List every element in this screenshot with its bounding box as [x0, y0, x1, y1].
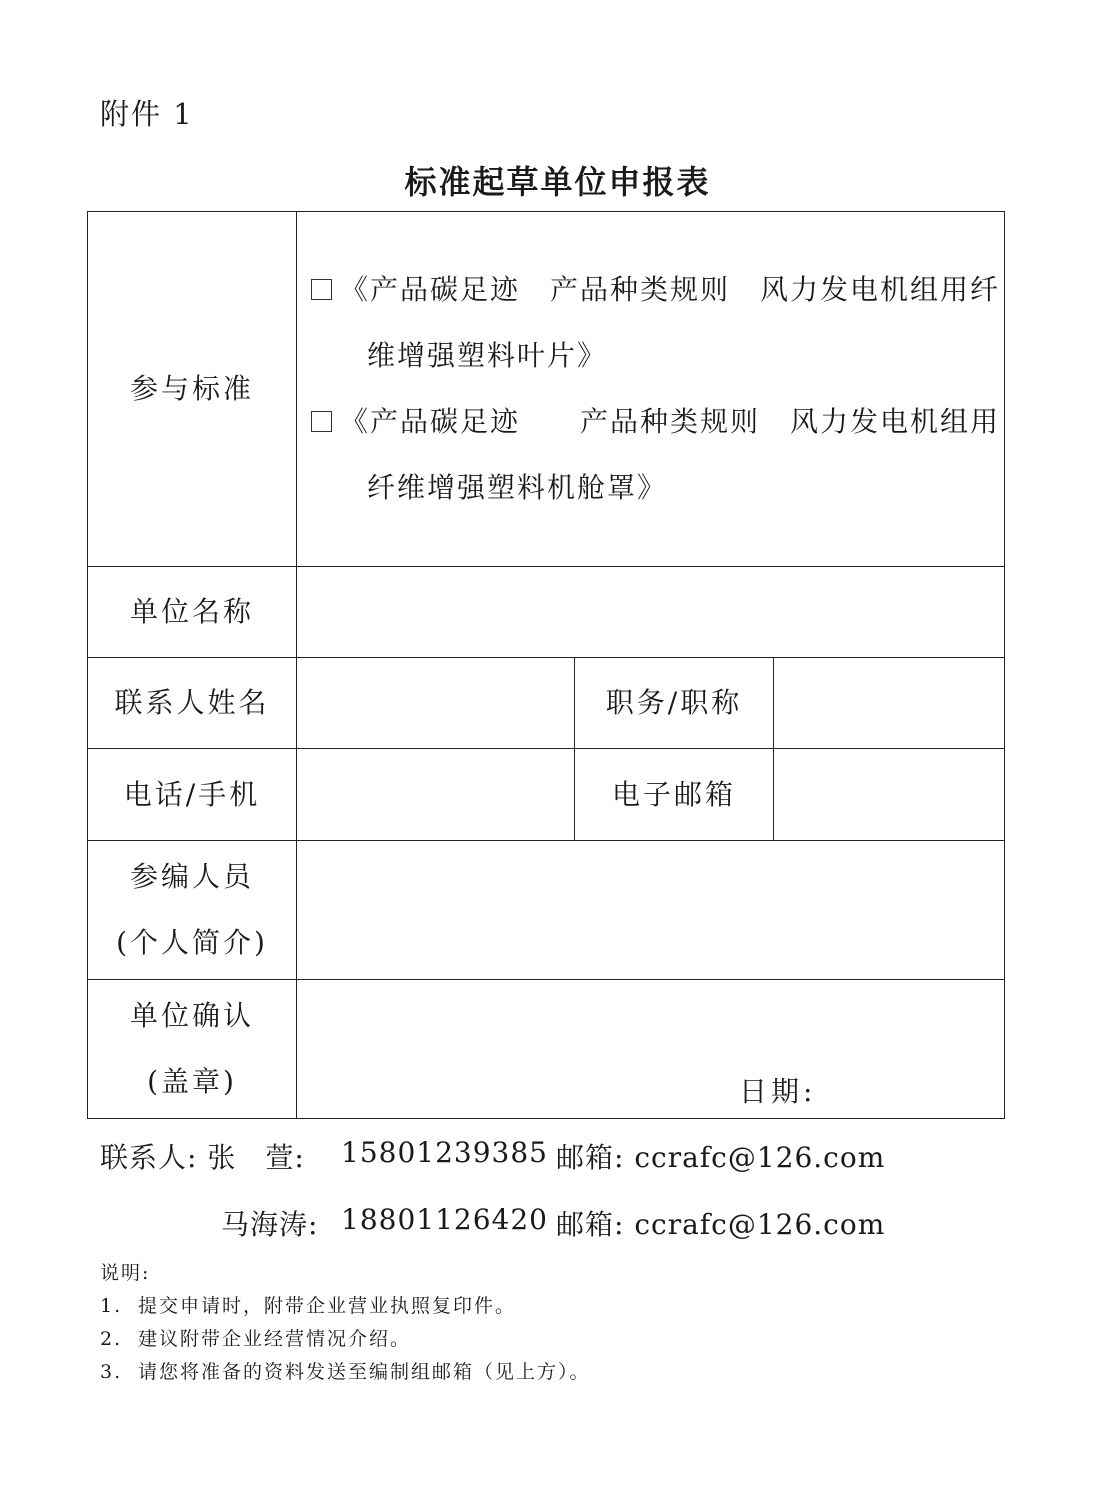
note-number: 2. [100, 1328, 123, 1350]
checkbox-nacelle[interactable] [311, 411, 332, 432]
date-label: 日期: [739, 1075, 817, 1108]
phone-row [88, 749, 1005, 841]
confirm-field[interactable] [297, 980, 1005, 1119]
contact-2-name: 马海涛: [221, 1208, 319, 1241]
unit-name-label: 单位名称 [88, 567, 297, 658]
contact-name-label: 联系人姓名 [88, 658, 297, 749]
note-text: 建议附带企业经营情况介绍。 [138, 1328, 412, 1350]
contact-2-email-row [556, 1203, 885, 1243]
contact-2-phone: 18801126420 [341, 1203, 548, 1236]
contact-name-field[interactable] [297, 658, 575, 749]
contact-1-email-row [556, 1136, 885, 1176]
note-item [100, 1324, 411, 1351]
standard-blade-text-1: 《产品碳足迹 产品种类规则 风力发电机组用纤 [340, 273, 1001, 306]
annex-label: 附件 1 [100, 97, 194, 131]
contact-1-email[interactable]: ccrafc@126.com [634, 1141, 886, 1174]
editors-field[interactable] [297, 841, 1005, 980]
confirm-label [88, 980, 297, 1119]
position-field[interactable] [774, 658, 1005, 749]
application-form-table [87, 211, 1005, 1119]
confirm-label-line2: (盖章) [147, 1065, 237, 1098]
note-text: 提交申请时，附带企业营业执照复印件。 [138, 1295, 517, 1317]
phone-field[interactable] [297, 749, 575, 841]
contact-prefix: 联系人: [100, 1141, 198, 1174]
phone-label: 电话/手机 [88, 749, 297, 841]
confirm-row [88, 980, 1005, 1119]
unit-name-field[interactable] [297, 567, 1005, 658]
standard-option-nacelle-line1 [311, 389, 1001, 455]
standard-nacelle-text-1: 《产品碳足迹 产品种类规则 风力发电机组用 [340, 405, 1001, 438]
unit-name-row [88, 567, 1005, 658]
form-title: 标准起草单位申报表 [404, 163, 711, 201]
standards-label: 参与标准 [88, 212, 297, 567]
standard-option-nacelle[interactable] [311, 389, 1001, 521]
editors-row [88, 841, 1005, 980]
notes-title: 说明: [100, 1262, 151, 1284]
email-label: 电子邮箱 [575, 749, 774, 841]
standards-row [88, 212, 1005, 567]
note-item [100, 1357, 591, 1384]
standard-option-blade-line1 [311, 257, 1001, 323]
contact-line-1 [100, 1136, 305, 1176]
contact-1-phone: 15801239385 [341, 1136, 548, 1169]
contact-1-name: 张 萱: [207, 1141, 305, 1174]
contact-name-row [88, 658, 1005, 749]
confirm-label-line1: 单位确认 [129, 999, 254, 1032]
note-item [100, 1291, 516, 1318]
editors-label-line2: (个人简介) [116, 926, 268, 959]
standard-option-blade[interactable] [311, 257, 1001, 389]
standards-options [297, 212, 1005, 567]
editors-label [88, 841, 297, 980]
editors-label-line1: 参编人员 [129, 860, 254, 893]
standard-blade-text-2: 维增强塑料叶片》 [367, 339, 608, 372]
email-field[interactable] [774, 749, 1005, 841]
contact-2-email[interactable]: ccrafc@126.com [634, 1208, 886, 1241]
contact-1-email-label: 邮箱: [556, 1141, 625, 1174]
checkbox-blade[interactable] [311, 279, 332, 300]
contact-2-email-label: 邮箱: [556, 1208, 625, 1241]
note-number: 3. [100, 1361, 123, 1383]
note-text: 请您将准备的资料发送至编制组邮箱（见上方）。 [138, 1361, 591, 1383]
position-label: 职务/职称 [575, 658, 774, 749]
standard-nacelle-text-2: 纤维增强塑料机舱罩》 [367, 471, 668, 504]
note-number: 1. [100, 1295, 123, 1317]
